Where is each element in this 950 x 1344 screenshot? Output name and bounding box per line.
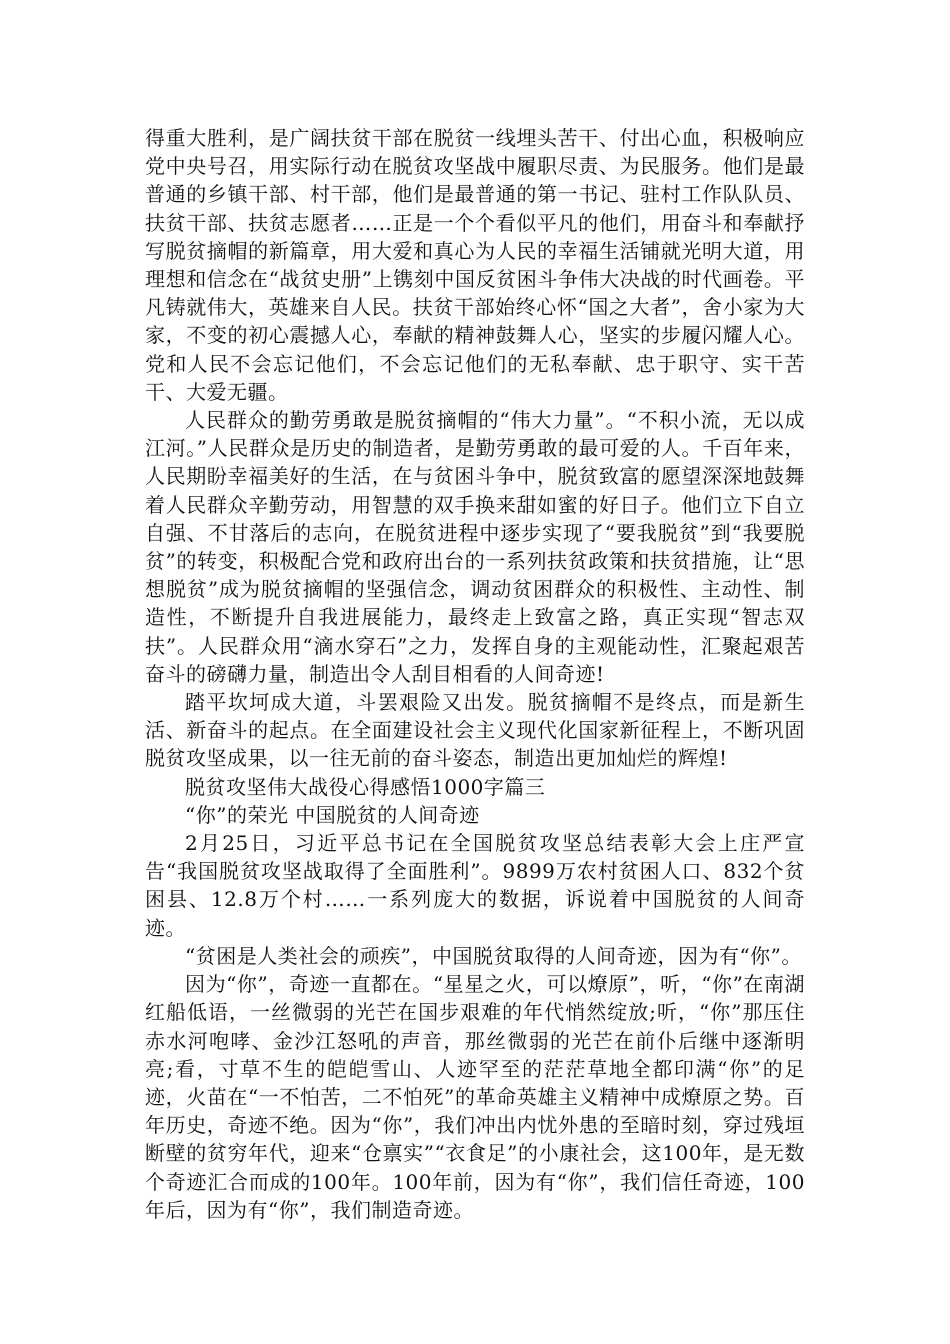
paragraph-poverty-cadres: 得重大胜利，是广阔扶贫干部在脱贫一线埋头苦干、付出心血，积极响应党中央号召，用实际行动在脱贫攻坚战中履职尽责、为民服务。他们是最普通的乡镇干部、村干部，他们是最普通的第一书记、驻村工作队队员、扶贫干部、扶贫志愿者……正是一个个看似平凡的他们，用奋斗和奉献抒写脱贫摘帽的新篇章，用大爱和真心为人民的幸福生活铺就光明大道，用理想和信念在“战贫史册”上镌刻中国反贫困斗争伟大决战的时代画卷。平凡铸就伟大，英雄来自人民。扶贫干部始终心怀“国之大者”，舍小家为大家，不变的初心震撼人心，奉献的精神鼓舞人心，坚实的步履闪耀人心。党和人民不会忘记他们，不会忘记他们的无私奉献、忠于职守、实干苦干、大爱无疆。: [145, 126, 805, 404]
paragraph-victory-announcement: 2月25日，习近平总书记在全国脱贫攻坚总结表彰大会上庄严宣告“我国脱贫攻坚战取得了全面胜利”。9899万农村贫困人口、832个贫困县、12.8万个村……一系列庞大的数据，诉说着中国脱贫的人间奇迹。: [145, 831, 805, 940]
paragraph-because-of-you: “贫困是人类社会的顽疾”，中国脱贫取得的人间奇迹，因为有“你”。: [185, 943, 802, 968]
article-subtitle: “你”的荣光 中国脱贫的人间奇迹: [185, 802, 480, 827]
paragraph-miracles-history: 因为“你”，奇迹一直都在。“星星之火，可以燎原”，听，“你”在南湖红船低语，一丝微弱的光芒在国步艰难的年代悄然绽放;听，“你”那压住赤水河咆哮、金沙江怒吼的声音，那丝微弱的光芒在前仆后继中逐渐明亮;看，寸草不生的皑皑雪山、人迹罕至的茫茫草地全都印满“你”的足迹，火苗在“一不怕苦，二不怕死”的革命英雄主义精神中成燎原之势。百年历史，奇迹不绝。因为“你”，我们冲出内忧外患的至暗时刻，穿过残垣断壁的贫穷年代，迎来“仓禀实”“衣食足”的小康社会，这100年，是无数个奇迹汇合而成的100年。100年前，因为有“你”，我们信任奇迹，100年后，因为有“你”，我们制造奇迹。: [145, 972, 805, 1222]
paragraph-people-strength: 人民群众的勤劳勇敢是脱贫摘帽的“伟大力量”。“不积小流，无以成江河。”人民群众是历史的制造者，是勤劳勇敢的最可爱的人。千百年来，人民期盼幸福美好的生活，在与贫困斗争中，脱贫致富的愿望深深地鼓舞着人民群众辛勤劳动，用智慧的双手换来甜如蜜的好日子。他们立下自立自强、不甘落后的志向，在脱贫进程中逐步实现了“要我脱贫”到“我要脱贫”的转变，积极配合党和政府出台的一系列扶贫政策和扶贫措施，让“思想脱贫”成为脱贫摘帽的坚强信念，调动贫困群众的积极性、主动性、制造性，不断提升自我进展能力，最终走上致富之路，真正实现“智志双扶”。人民群众用“滴水穿石”之力，发挥自身的主观能动性，汇聚起艰苦奋斗的磅礴力量，制造出令人刮目相看的人间奇迹!: [145, 408, 805, 686]
document-page: [145, 124, 805, 1224]
section-title: 脱贫攻坚伟大战役心得感悟1000字篇三: [185, 774, 546, 799]
paragraph-new-journey: 踏平坎坷成大道，斗罢艰险又出发。脱贫摘帽不是终点，而是新生活、新奋斗的起点。在全面建设社会主义现代化国家新征程上，不断巩固脱贫攻坚成果，以一往无前的奋斗姿态，制造出更加灿烂的辉煌!: [145, 690, 805, 771]
